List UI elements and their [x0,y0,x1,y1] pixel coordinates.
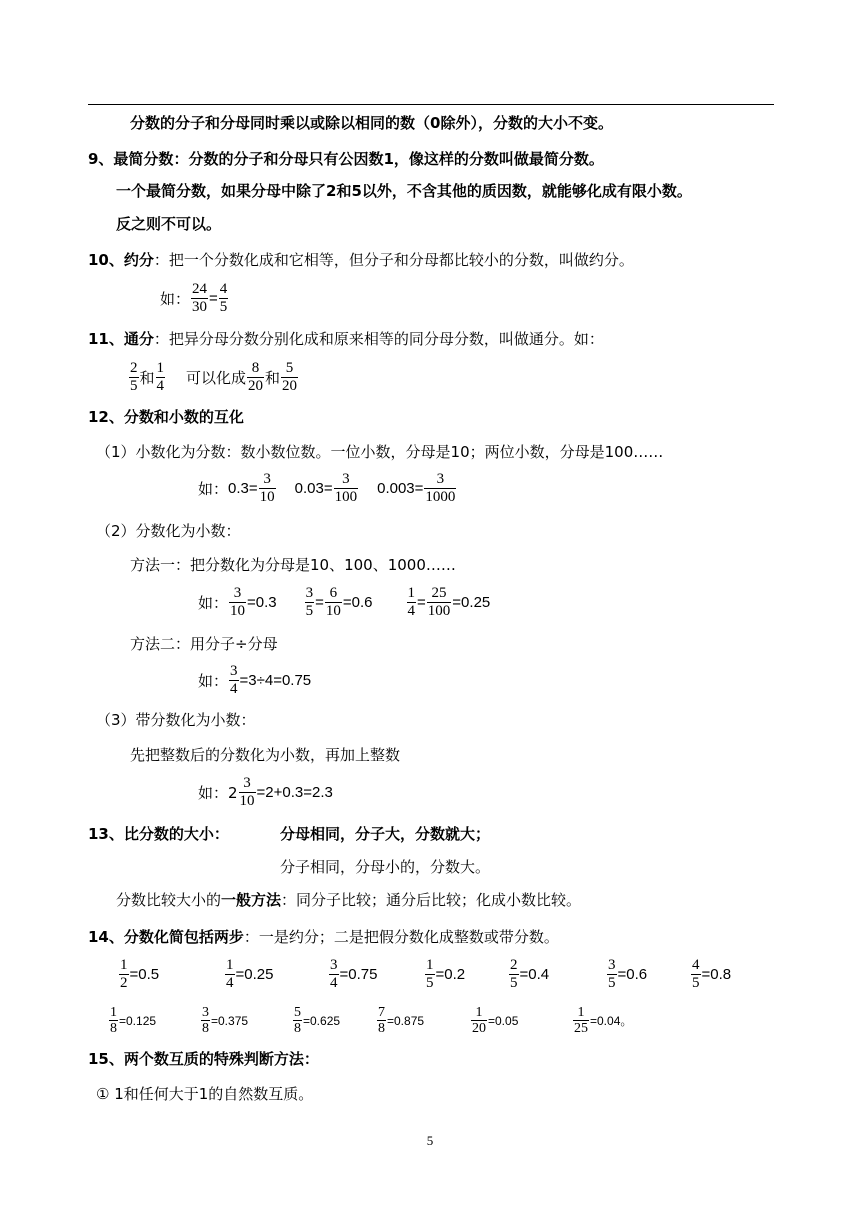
fraction: $\frac{5}{20}$ [282,360,298,394]
section-9-title: 9、最简分数：分数的分子和分母只有公因数1，像这样的分数叫做最简分数。 [88,150,604,168]
section-13-method [116,890,581,910]
section-12-part3-text: 先把整数后的分数化为小数，再加上整数 [130,746,401,764]
fraction: $\frac{3}{5}$ [608,957,616,991]
equals-sign: = [417,593,426,611]
decimal-value: =0.875 [387,1013,425,1028]
header-rule [88,104,774,105]
method-2-example [198,662,311,699]
fraction: $\frac{3}{1000}$ [425,471,456,505]
section-11-title [88,329,604,349]
fraction: $\frac{3}{100}$ [334,471,358,505]
decimal-value: =0.3 [247,593,277,611]
fraction-property-line: 分数的分子和分母同时乘以或除以相同的数（0除外），分数的大小不变。 [130,114,613,132]
fraction: $\frac{25}{100}$ [427,585,451,619]
section-15-title: 15、两个数互质的特殊判断方法： [88,1050,319,1068]
section-10-title [88,250,634,270]
section-11-heading: 11、通分 [88,330,154,348]
decimal-value: =0.4 [519,965,550,983]
and-text: 和 [265,368,281,387]
fraction-decimal-pair [118,954,159,995]
section-11-definition: ：把异分母分数分别化成和原来相等的同分母分数，叫做通分。如： [153,330,604,348]
decimal-value: =0.625 [303,1013,341,1028]
section-10-heading: 10、约分 [88,251,154,269]
fraction: $\frac{3}{4}$ [330,957,338,991]
decimal-value: =0.04。 [590,1013,633,1028]
section-14-heading: 14、分数化简包括两步 [88,928,244,946]
decimal-value: =0.25 [235,965,274,983]
fraction-decimal-pair [328,954,377,995]
fraction: $\frac{4}{5}$ [219,281,228,315]
decimal-value: =3÷4=0.75 [239,671,312,689]
fraction: $\frac{3}{8}$ [202,1005,209,1036]
section-9-line2: 一个最简分数，如果分母中除了2和5以外，不含其他的质因数，就能够化成有限小数。 [116,182,692,200]
fraction-decimal-pair [200,1000,248,1041]
section-12-part2-title: （2）分数化为小数： [96,522,241,540]
decimal-value: 0.003= [377,479,424,497]
fraction: $\frac{1}{4}$ [407,585,416,619]
fraction: $\frac{1}{5}$ [426,957,434,991]
fraction: $\frac{1}{4}$ [156,360,165,394]
method-emphasis: 一般方法 [221,891,282,909]
decimal-value: =0.8 [701,965,732,983]
equals-sign: = [315,593,324,611]
fraction-decimal-pair [606,954,647,995]
section-12-part3-title: （3）带分数化为小数： [96,711,256,729]
decimal-value: =0.375 [211,1013,249,1028]
fraction: $\frac{1}{4}$ [226,957,234,991]
example-prefix: 如： [198,671,229,690]
section-15-item-1: ① 1和任何大于1的自然数互质。 [96,1085,314,1103]
fraction-decimal-pair [690,954,731,995]
fraction: $\frac{1}{2}$ [120,957,128,991]
fraction-decimal-pair [424,954,465,995]
decimal-value: =0.6 [617,965,648,983]
method-text: ：同分子比较；通分后比较；化成小数比较。 [281,891,582,909]
decimal-value: 0.03= [294,479,333,497]
decimal-value: =0.125 [119,1013,157,1028]
fraction: $\frac{3}{10}$ [230,585,246,619]
convert-text: 可以化成 [186,368,247,387]
section-13-title: 13、比分数的大小： [88,825,229,843]
fraction-decimal-row-2 [0,1000,860,1040]
method-1: 方法一：把分数化为分母是10、100、1000…… [130,556,456,574]
section-13-rule-1: 分母相同，分子大，分数就大； [280,825,491,843]
example-prefix: 如： [198,479,229,498]
method-1-example [198,584,490,621]
section-12-part1-title: （1）小数化为分数：数小数位数。一位小数，分母是10；两位小数，分母是100…… [96,443,664,461]
method-text: 分数比较大小的 [116,891,222,909]
and-text: 和 [139,368,155,387]
fraction-decimal-row-1 [0,954,860,994]
section-14-title [88,927,559,947]
section-9-line3: 反之则不可以。 [116,215,222,233]
fraction-decimal-pair [508,954,549,995]
fraction: $\frac{3}{10}$ [259,471,275,505]
decimal-value: =0.6 [342,593,373,611]
example-prefix: 如： [198,593,229,612]
fraction-decimal-pair [470,1000,518,1041]
fraction: $\frac{1}{8}$ [110,1005,117,1036]
fraction: $\frac{5}{8}$ [294,1005,301,1036]
section-14-definition: ：一是约分；二是把假分数化成整数或带分数。 [243,928,559,946]
fraction: $\frac{2}{5}$ [510,957,518,991]
page-number: 5 [426,1133,434,1148]
decimal-value: =0.25 [452,593,491,611]
section-10-example [160,280,229,317]
equals-sign: = [209,289,218,307]
example-prefix: 如： [160,289,191,308]
fraction: $\frac{1}{20}$ [472,1005,486,1036]
method-2: 方法二：用分子÷分母 [130,635,278,653]
fraction: $\frac{7}{8}$ [378,1005,385,1036]
decimal-value: =0.05 [488,1013,519,1028]
fraction: $\frac{2}{5}$ [130,360,138,394]
fraction-decimal-pair [108,1000,156,1041]
decimal-value: 0.3= [228,479,258,497]
fraction: $\frac{3}{4}$ [230,663,238,697]
fraction: $\frac{8}{20}$ [248,360,264,394]
fraction: $\frac{6}{10}$ [325,585,341,619]
fraction-decimal-pair [572,1000,632,1041]
decimal-value: =0.2 [435,965,466,983]
decimal-value: =0.5 [129,965,160,983]
fraction: $\frac{4}{5}$ [692,957,700,991]
example-prefix: 如：2 [198,783,238,802]
section-10-definition: ：把一个分数化成和它相等，但分子和分母都比较小的分数，叫做约分。 [153,251,634,269]
fraction-decimal-pair [292,1000,340,1041]
fraction: $\frac{1}{25}$ [574,1005,588,1036]
decimal-value: =0.75 [339,965,378,983]
section-12-part1-example [198,470,457,507]
section-11-example [128,359,299,396]
section-12-title: 12、分数和小数的互化 [88,408,244,426]
decimal-value: =2+0.3=2.3 [256,783,333,801]
section-13-rule-2: 分子相同，分母小的，分数大。 [280,858,491,876]
fraction: $\frac{3}{5}$ [305,585,314,619]
section-12-part3-example [198,774,333,811]
fraction: $\frac{24}{30}$ [192,281,208,315]
fraction-decimal-pair [224,954,273,995]
fraction-decimal-pair [376,1000,424,1041]
fraction: $\frac{3}{10}$ [239,775,255,809]
